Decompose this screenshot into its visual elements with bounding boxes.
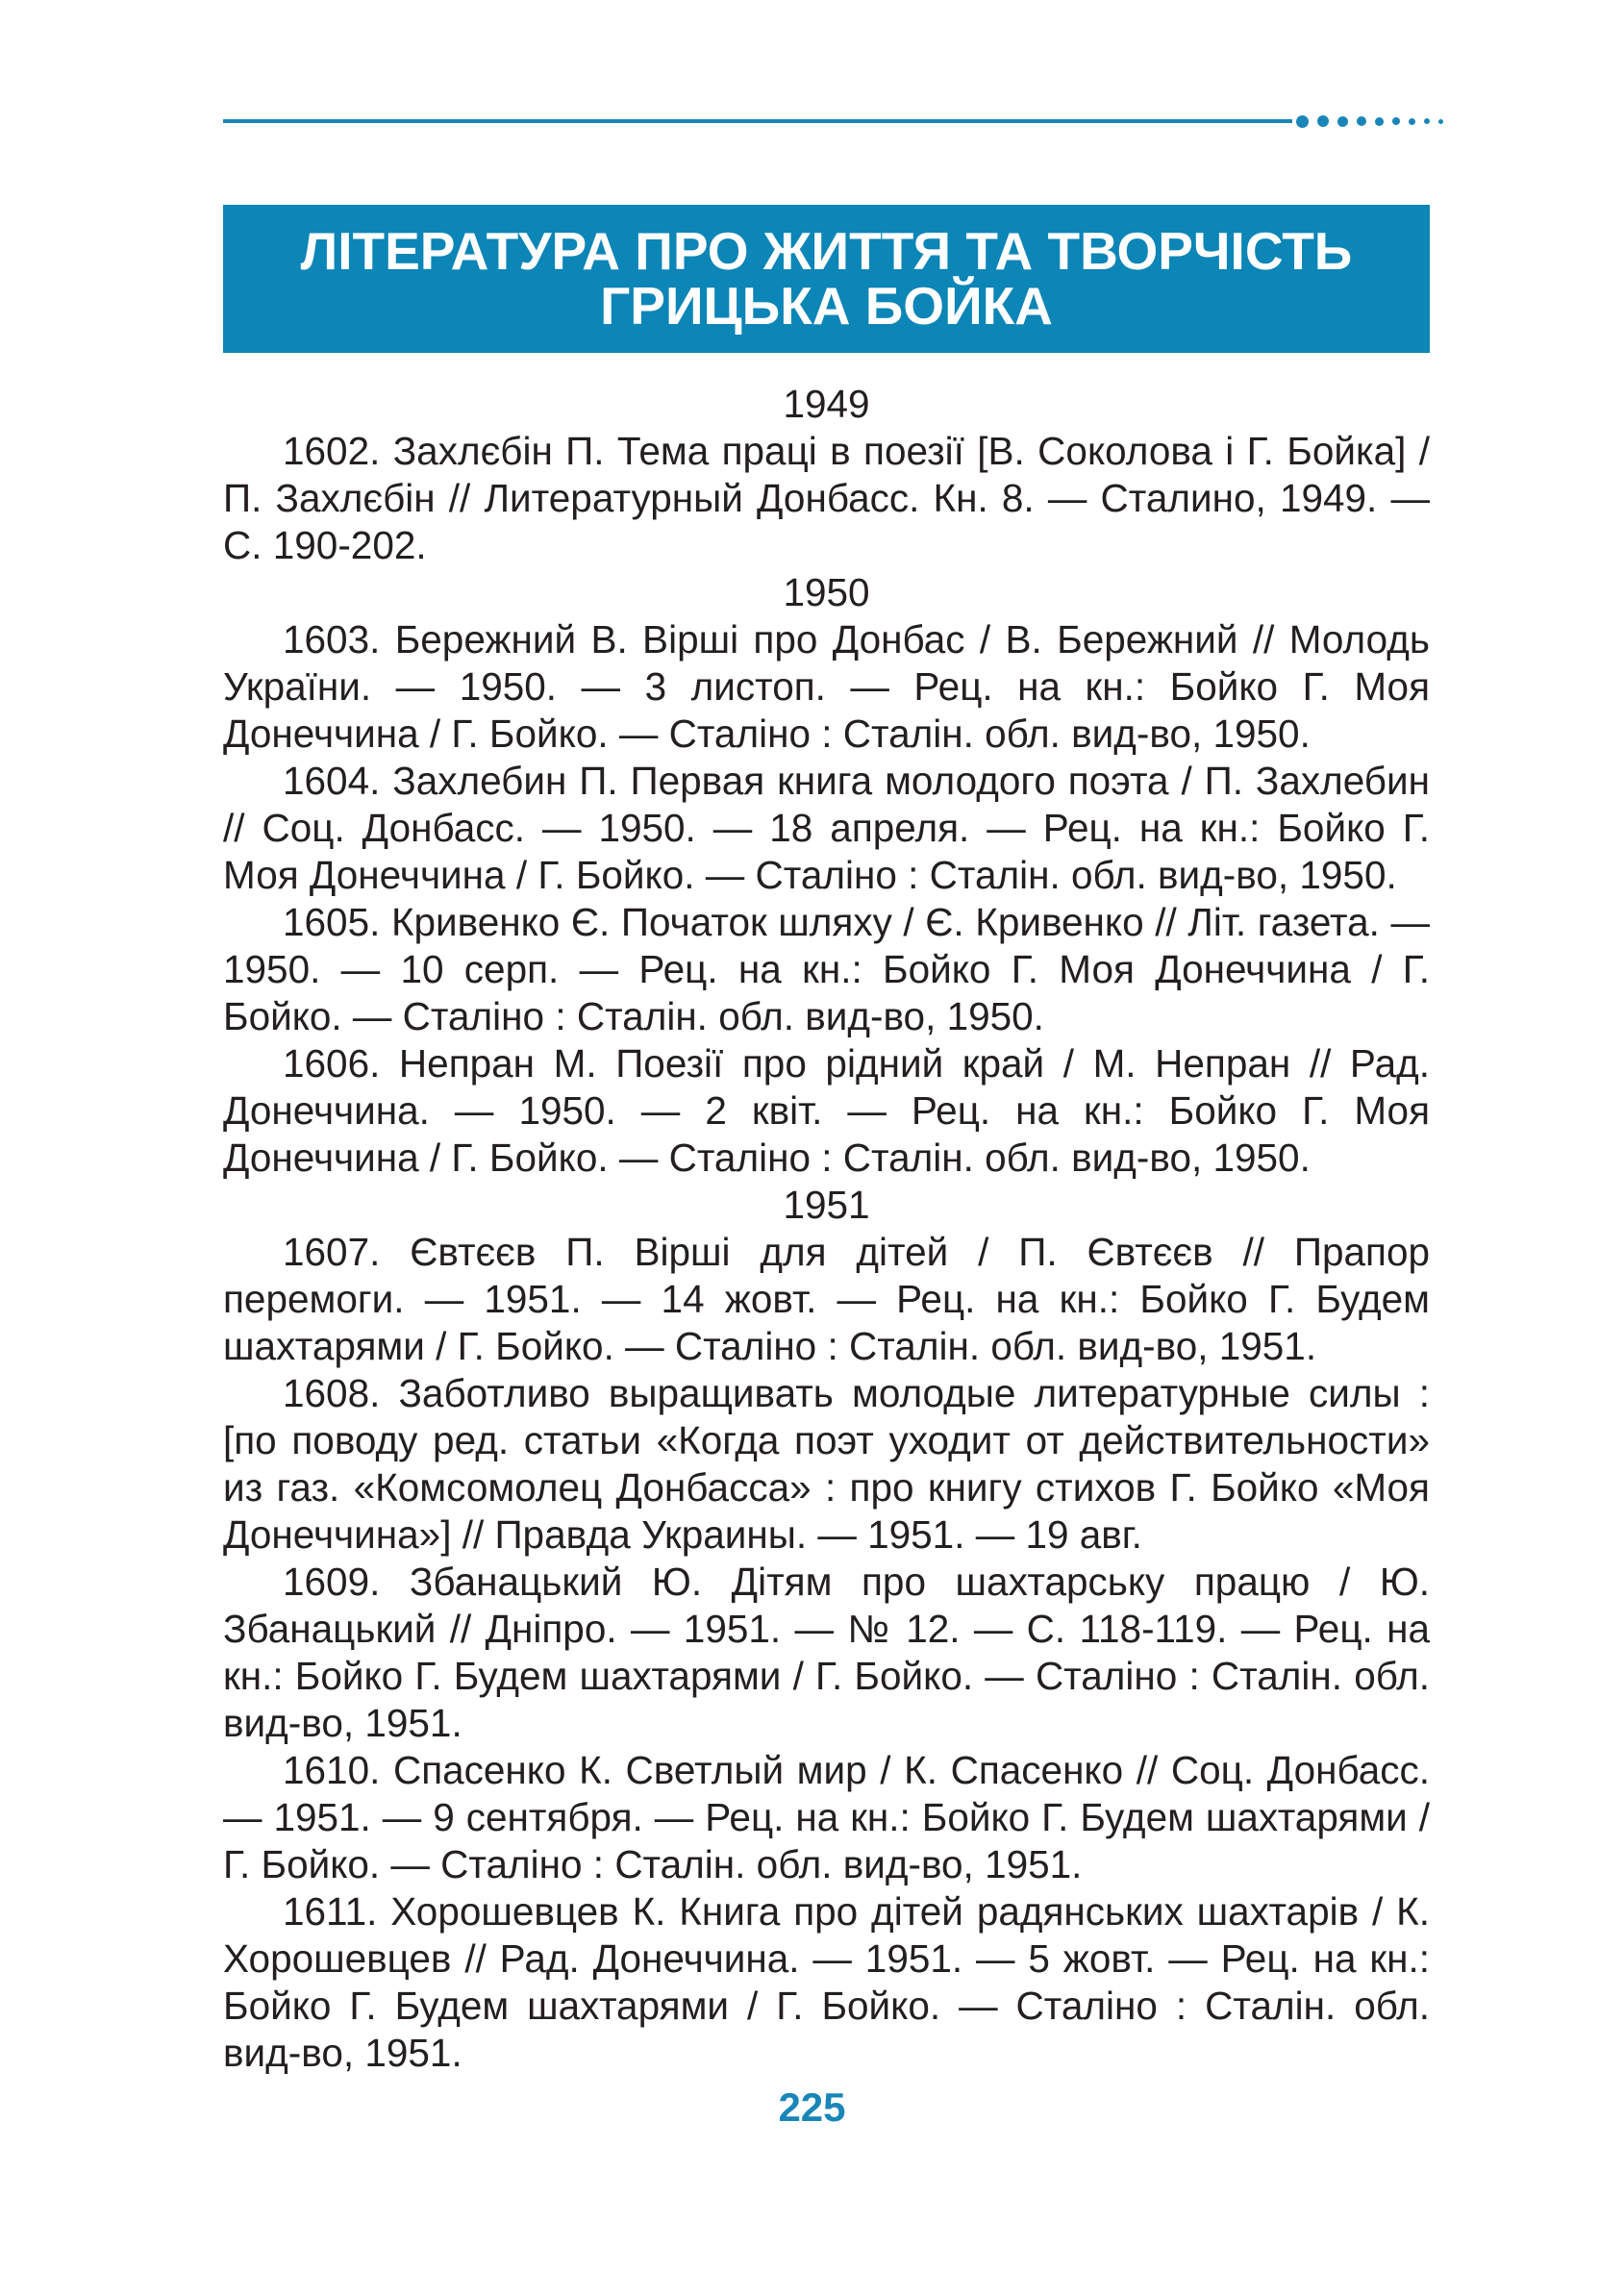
bibliography-entry: 1608. Заботливо выращивать молодые литературные силы : [по поводу ред. статьи «Когда поэт уходит от действительности» из газ. «Комсомолец Донбасса» : про книгу стихов Г. Бойко «Моя Донеччина»] // Правда Украины. — 1951. — 19 авг. [223,1371,1430,1557]
year-heading: 1949 [783,382,870,426]
year-heading: 1950 [783,570,870,614]
year-heading: 1951 [783,1183,870,1227]
bibliography-entry: 1607. Євтєєв П. Вірші для дітей / П. Євтєєв // Прапор перемоги. — 1951. — 14 жовт. — Рец. на кн.: Бойко Г. Будем шахтарями / Г. Бойко. — Сталіно : Сталін. обл. вид-во, 1951. [223,1230,1430,1368]
bibliography-entry: 1605. Кривенко Є. Початок шляху / Є. Кривенко // Літ. газета. — 1950. — 10 серп. — Рец. на кн.: Бойко Г. Моя Донеччина / Г. Бойко. — Сталіно : Сталін. обл. вид-во, 1950. [223,900,1430,1038]
bibliography-entry: 1611. Хорошевцев К. Книга про дітей радянських шахтарів / К. Хорошевцев // Рад. Донеччина. — 1951. — 5 жовт. — Рец. на кн.: Бойко Г. Будем шахтарями / Г. Бойко. — Сталіно : Сталін. обл. вид-во, 1951. [223,1889,1430,2075]
page-title [223,205,1430,353]
bibliography-entry: 1603. Бережний В. Вірші про Донбас / В. Бережний // Молодь України. — 1950. — 3 листоп. — Рец. на кн.: Бойко Г. Моя Донеччина / Г. Бойко. — Сталіно : Сталін. обл. вид-во, 1950. [223,617,1430,756]
header-rule [223,119,1292,123]
header-dots-ornament [1296,114,1443,128]
bibliography-entry: 1602. Захлєбін П. Тема праці в поезії [В. Соколова і Г. Бойка] / П. Захлєбін // Литературный Донбасс. Кн. 8. — Сталино, 1949. — С. 190-202. [223,429,1430,567]
title-line-1: ЛІТЕРАТУРА ПРО ЖИТТЯ ТА ТВОРЧІСТЬ [300,221,1353,281]
bibliography-entry: 1609. Збанацький Ю. Дітям про шахтарську працю / Ю. Збанацький // Дніпро. — 1951. — № 12. — С. 118-119. — Рец. на кн.: Бойко Г. Будем шахтарями / Г. Бойко. — Сталіно : Сталін. обл. вид-во, 1951. [223,1560,1430,1745]
bibliography-entry: 1610. Спасенко К. Светлый мир / К. Спасенко // Соц. Донбасс. — 1951. — 9 сентября. — Рец. на кн.: Бойко Г. Будем шахтарями / Г. Бойко. — Сталіно : Сталін. обл. вид-во, 1951. [223,1748,1430,1886]
bibliography-entry: 1606. Непран М. Поезії про рідний край / М. Непран // Рад. Донеччина. — 1950. — 2 квіт. — Рец. на кн.: Бойко Г. Моя Донеччина / Г. Бойко. — Сталіно : Сталін. обл. вид-во, 1950. [223,1041,1430,1180]
bibliography-list [223,381,1430,2077]
title-line-2: ГРИЦЬКА БОЙКА [600,276,1053,336]
page-number: 225 [778,2085,846,2130]
bibliography-entry: 1604. Захлебин П. Первая книга молодого поэта / П. Захлебин // Соц. Донбасс. — 1950. — 18 апреля. — Рец. на кн.: Бойко Г. Моя Донеччина / Г. Бойко. — Сталіно : Сталін. обл. вид-во, 1950. [223,759,1430,897]
